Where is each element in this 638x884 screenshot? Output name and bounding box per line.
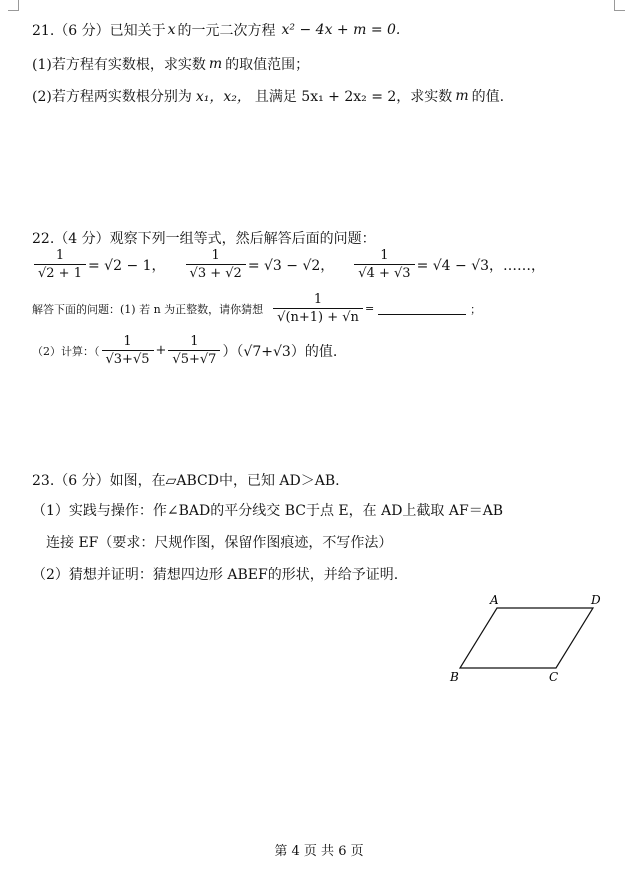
q21-mid: 的一元二次方程 [177, 23, 276, 39]
q22-eq2-den: √3 + √2 [186, 264, 246, 281]
q22-title-text: 22.（4 分）观察下列一组等式，然后解答后面的问题： [32, 231, 376, 247]
vertex-label-c: C [549, 670, 559, 684]
q22-equations [32, 248, 545, 281]
q22-guess-equals: = [364, 302, 375, 315]
q22-guess-den: √(n+1) + √n [273, 308, 363, 325]
q22-title [32, 228, 376, 248]
q22-question1-text: 解答下面的问题：(1) 若 n 为正整数，请你猜想 [32, 302, 264, 316]
q22-calc-tail: ）（√7+√3）的值. [222, 343, 338, 360]
q22-eq3-num: 1 [380, 248, 389, 263]
q22-eq3-rhs: = √4 − √3，……， [416, 257, 546, 274]
q21-part2-roots: x₁，x₂， [195, 89, 251, 105]
q23-part1 [32, 500, 503, 520]
q21-part1-m: m [208, 56, 223, 72]
q22-calc-f2-den: √5+√7 [168, 350, 220, 367]
q21-part2-text: (2)若方程两实数根分别为 [32, 89, 192, 105]
q22-answer-blank [378, 302, 466, 315]
q22-question2 [32, 334, 337, 367]
q22-calc-fraction2 [168, 334, 220, 367]
q21-part2-end: 的值. [471, 89, 505, 105]
q23-part2 [32, 564, 398, 584]
q21-line1 [32, 20, 400, 40]
q22-eq2-num: 1 [211, 248, 220, 263]
q23-part1-text: （1）实践与操作：作∠BAD的平分线交 BC于点 E，在 AD上截取 AF＝AB [32, 503, 504, 519]
q22-calc-fraction1 [102, 334, 154, 367]
corner-mark-top-left [8, 0, 19, 11]
q21-part1-text: (1)若方程有实数根，求实数 [32, 57, 206, 73]
q23-part1b-text: 连接 EF（要求：尺规作图，保留作图痕迹，不写作法） [46, 535, 393, 551]
q22-question1-end: ； [470, 302, 482, 316]
q22-question1 [32, 292, 481, 325]
q21-number: 21.（6 分）已知关于 [32, 23, 166, 39]
q22-eq1-den: √2 + 1 [34, 264, 86, 281]
q23-part2-text: （2）猜想并证明：猜想四边形 ABEF的形状，并给予证明. [32, 567, 399, 583]
q21-part2 [32, 86, 504, 106]
q22-eq3-den: √4 + √3 [354, 264, 414, 281]
vertex-label-b: B [450, 670, 459, 684]
q22-eq3-fraction [354, 248, 414, 281]
q22-guess-num: 1 [313, 292, 323, 307]
q22-eq1-num: 1 [55, 248, 65, 263]
q22-calc-f2-num: 1 [190, 334, 199, 349]
q22-calc-plus: + [155, 343, 167, 358]
q22-eq2-fraction [186, 248, 246, 281]
q22-calc-f1-num: 1 [123, 334, 132, 349]
q21-part1 [32, 54, 309, 74]
q21-part2-m: m [455, 88, 469, 104]
q21-var-x: x [167, 22, 176, 38]
q23-part1-cont [46, 532, 392, 552]
q22-calc-f1-den: √3+√5 [102, 350, 154, 367]
q22-guess-fraction [273, 292, 363, 325]
q21-part1-end: 的取值范围； [225, 57, 310, 73]
q22-question2-text: （2）计算：（ [32, 344, 100, 358]
q22-eq1-fraction [34, 248, 86, 281]
page-footer: 第 4 页 共 6 页 [274, 844, 364, 859]
q23-title-text: 23.（6 分）如图，在▱ABCD中，已知 AD＞AB. [32, 473, 340, 489]
vertex-label-d: D [591, 593, 601, 607]
q22-eq2-rhs: = √3 − √2， [247, 257, 335, 274]
corner-mark-top-right [614, 0, 625, 11]
q23-title [32, 470, 340, 490]
q21-part2-cond: 且满足 5x₁ + 2x₂ = 2，求实数 [254, 89, 453, 105]
parallelogram-abcd [460, 608, 593, 668]
q22-eq1-rhs: = √2 − 1， [87, 257, 166, 274]
vertex-label-a: A [490, 593, 499, 607]
q21-equation: x² − 4x + m = 0. [281, 22, 401, 38]
